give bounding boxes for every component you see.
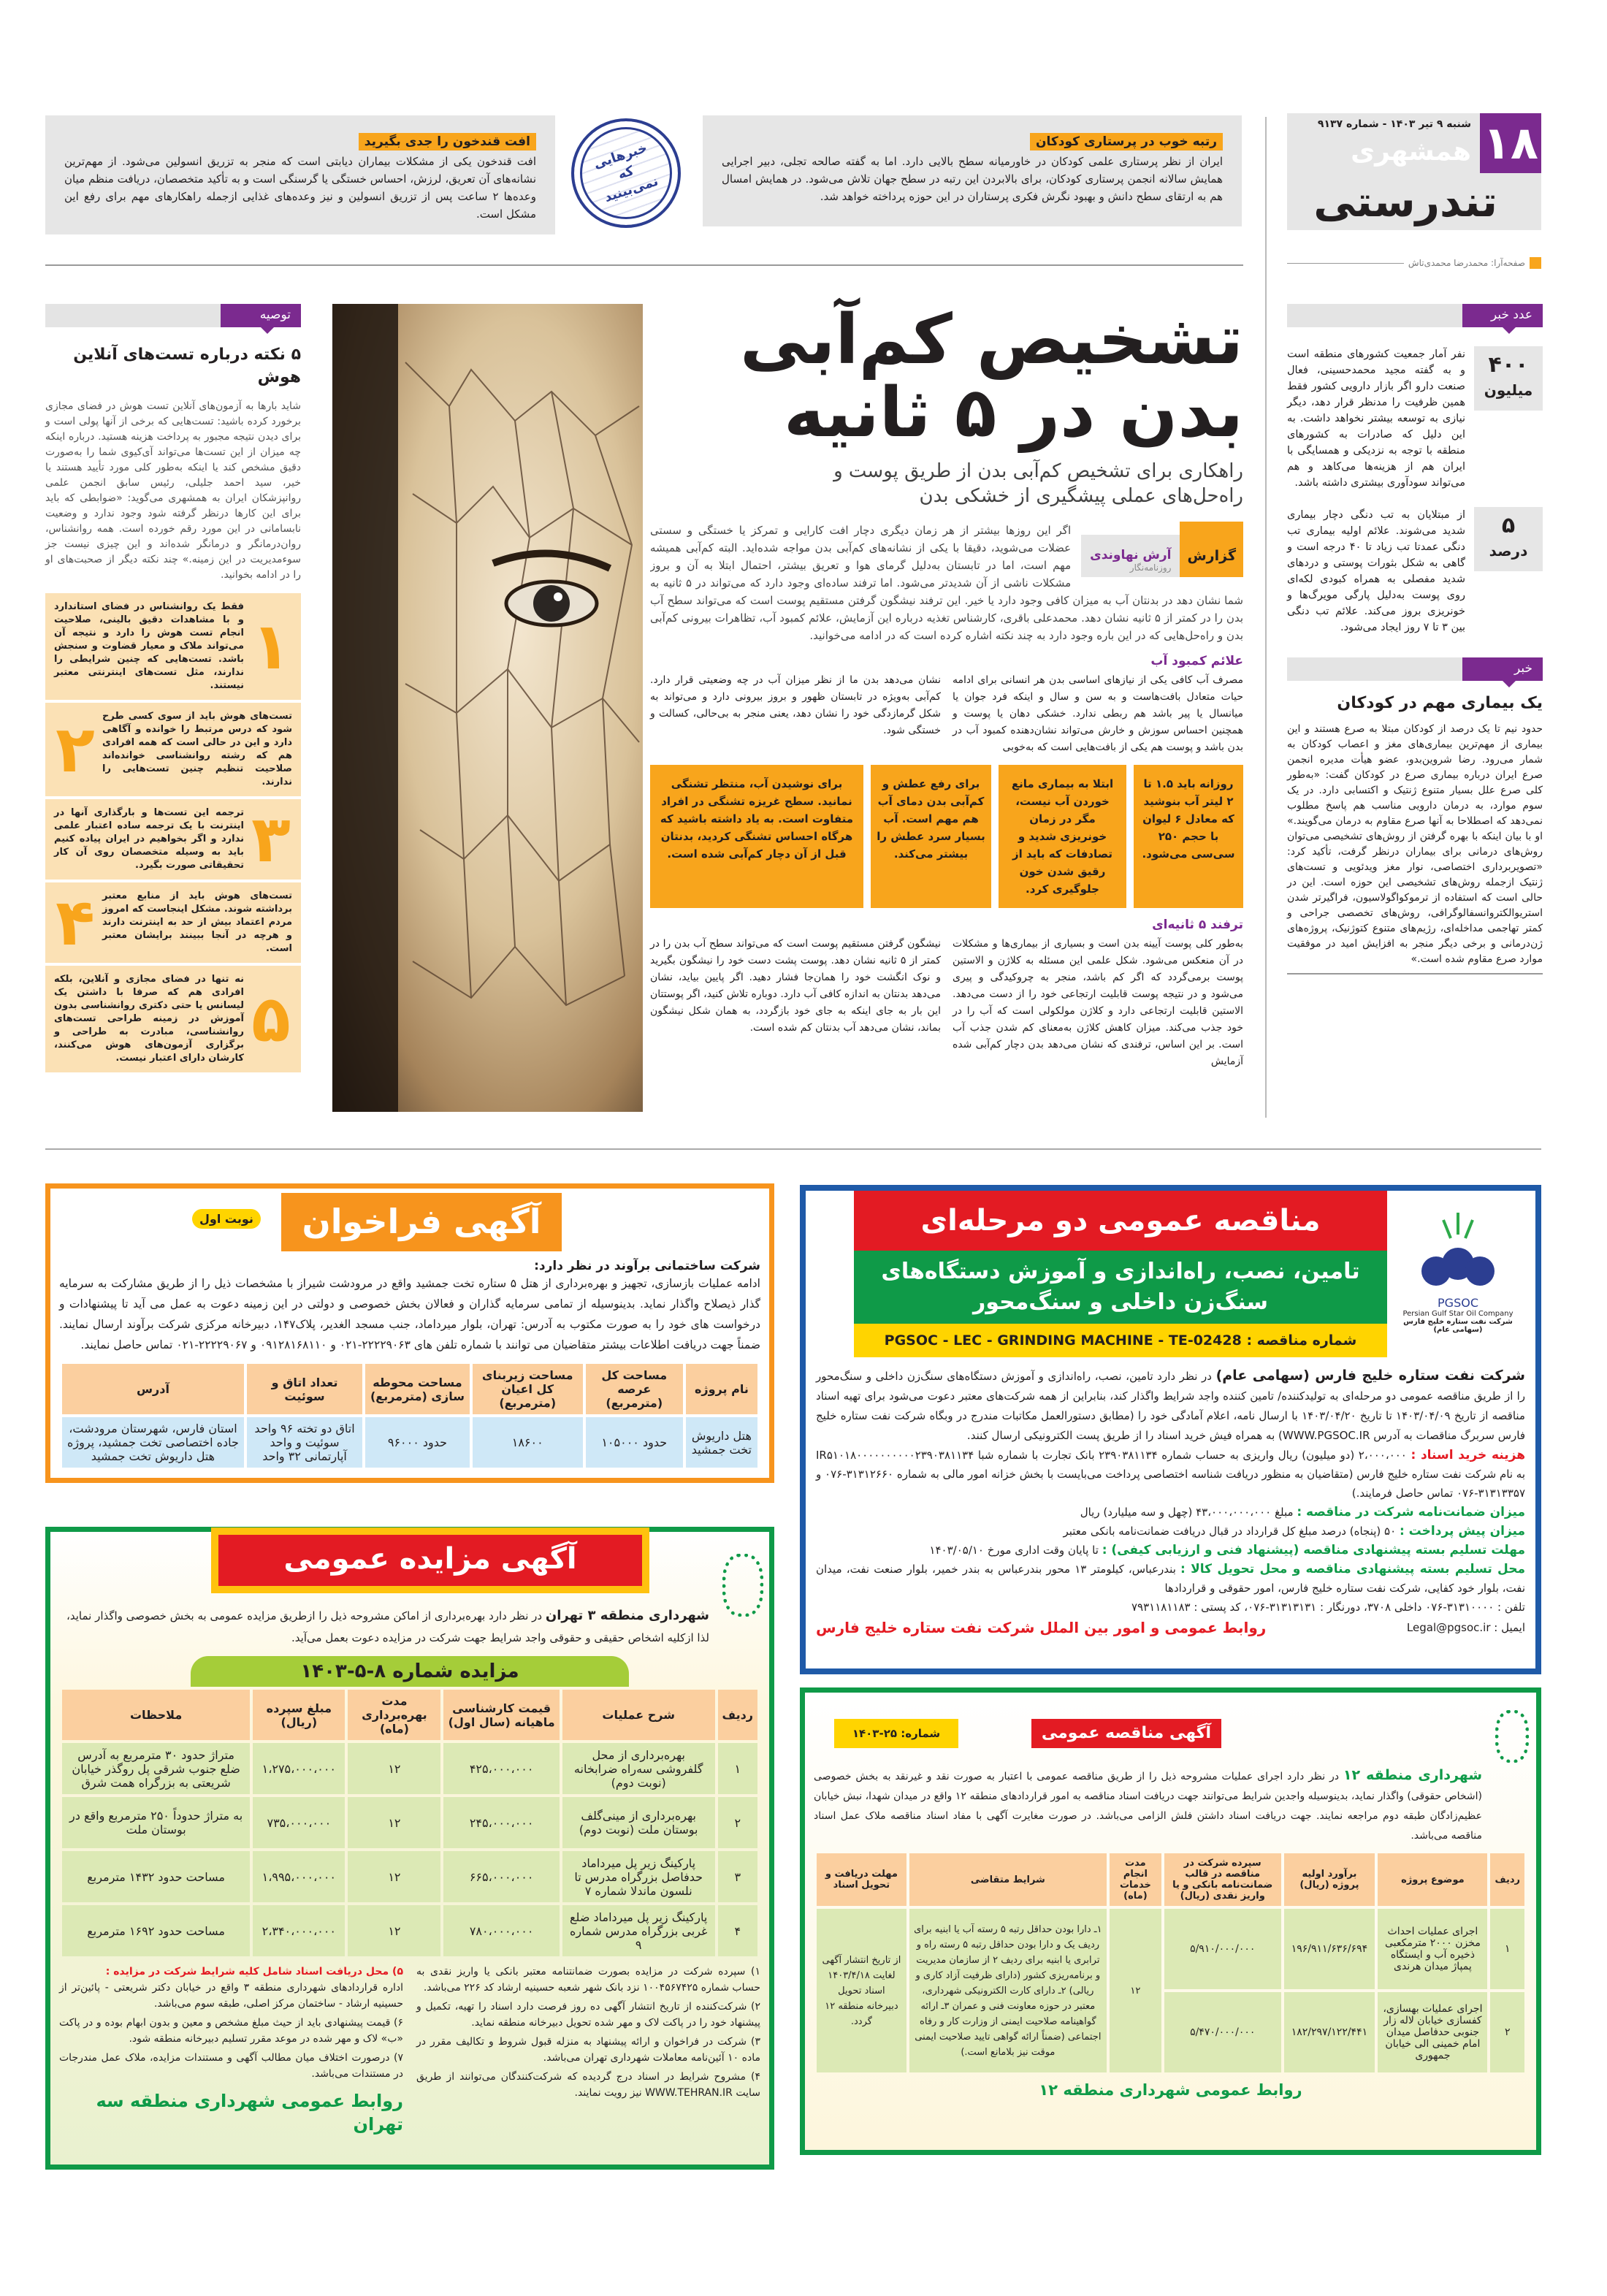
stat-item: [1287, 346, 1543, 491]
section-1: [650, 653, 1243, 756]
body: در نظر دارد تامین، نصب، راه‌اندازی و آموزش دستگاه‌های سنگ‌زن داخلی و سنگ‌محور را از طریق مناقصه عمومی دو مرحله‌ای به تولیدکننده/ تامین کننده واجد شرایط واگذار کند، بنابراین از همه شرکت‌های معتبر دعوت می‌شود برای تهیه اسناد مناقصه از تاریخ ۱۴۰۳/۰۴/۰۹ تا تاریخ ۱۴۰۳/۰۴/۲۰ با ارسال نامه، اعلام آمادگی خود را (مطابق دستورالعمل مکاتبات مندرج در وبگاه شرکت نفت ستاره خلیج فارس سربرگ مناقصات به آدرس WWW.PGSOC.IR) به همراه فیش خرید اسناد را از طریق پست الکترونیکی ارسال کنند.: [816, 1370, 1525, 1442]
table-cell: پارکینگ زیر پل میرداماد ضلع غربی بزرگراه مدرس شماره ۹: [562, 1905, 715, 1956]
tip-box: روزانه باید ۱.۵ تا ۲ لیتر آب بنوشید که معادل ۶ لیوان با حجم ۲۵۰ سی‌سی می‌شود.: [1134, 765, 1243, 908]
item-value: تا پایان وقت اداری مورخ ۱۴۰۳/۰۵/۱۰: [929, 1544, 1099, 1557]
table-cell: ۱۹۶/۹۱۱/۶۳۶/۶۹۴: [1284, 1909, 1375, 1989]
table-row: [62, 1797, 757, 1848]
table-cell: ۱۲: [348, 1851, 440, 1902]
table-cell: اجرای عملیات بهسازی، کفسازی خیابان لاله زار جنوبی حدفاصل میدان امام خمینی الی خیابان جمهوری: [1378, 1992, 1487, 2072]
ad-item: [816, 1503, 1525, 1522]
item-label: میزان پیش پرداخت :: [1399, 1524, 1525, 1538]
section-heading: علائم کمبود آب: [1150, 654, 1243, 668]
table-cell: ۳: [718, 1851, 757, 1902]
byline-box: [1081, 522, 1243, 577]
column-header: برآورد اولیه پروژه (ریال): [1284, 1853, 1375, 1906]
tip-point: [45, 882, 301, 963]
item-value: ۲،۰۰۰،۰۰۰ (دو میلیون) ریال واریزی به حساب شماره ۲۳۹۰۳۸۱۱۳۴ بانک تجارت با شماره شبا IR۵۱۰۱۸۰۰۰۰۰۰۰۰۰۰۲۳۹۰۳۸۱۱۳۴ به نام شرکت نفت ستاره خلیج فارس (متقاضیان به منظور دریافت شناسه اختصاصی پرداخت می‌بایست با بخش خزانه امور مالی به شماره ۳۱۳۱۲۶۶۰-۰۷۶ و ۳۱۳۱۳۳۵۷-۰۷۶ تماس حاصل فرمایند.): [816, 1449, 1525, 1500]
body-col: نشان می‌دهد بدن ما از نظر میزان آب در چه وضعیتی قرار دارد. کم‌آبی به‌ویژه در تابستان ظهور و بروز بیرونی دارد و می‌تواند به شکل گرمازدگی خود را نشان دهد، یعنی منجر به بی‌حالی، کسالت و خستگی شود.: [650, 674, 941, 736]
table-cell: اجرای عملیات احداث مخزن ۲۰۰۰ مترمکعبی ذخیره آب و ایستگاه پمپاژ میدان هرندی: [1378, 1909, 1487, 1989]
table-cell: پارکینگ زیر پل میرداماد حدفاصل بزرگراه مدرس تا نلسون ماندلا شماره ۷: [562, 1851, 715, 1902]
stat-figure: [1474, 507, 1543, 571]
table-cell: ۷۳۵،۰۰۰،۰۰۰: [253, 1797, 345, 1848]
column-header: شرح عملیات: [562, 1690, 715, 1740]
tips-points: [45, 593, 301, 1072]
table-cell: اتاق دو تخته ۹۶ واحد سوئیت و واحد آپارتمانی ۳۲ واحد: [247, 1417, 362, 1468]
ad-lead: شرکت ساختمانی برآوند در نظر دارد:: [534, 1259, 760, 1273]
table-cell: هتل داریوش تخت جمشید: [686, 1417, 757, 1468]
body-col: مصرف آب کافی یکی از نیازهای اساسی بدن هر انسانی برای ادامه حیات متعادل بافت‌هاست و به سن و سال و اینکه فرد جوان یا میانسال یا پیر باشد هم ربطی ندارد. خشکی دهان یا پوست و همچنین احساس سوزش و خارش می‌تواند نشان‌دهنده کمبود آب در بدن باشد و پوست هم یکی از بافت‌هایی است که به‌خوبی: [953, 674, 1243, 753]
news-title: یک بیماری مهم در کودکان: [1337, 694, 1543, 712]
ad-signature: روابط عمومی شهرداری منطقه ۱۲: [1039, 2081, 1302, 2099]
author-name: آرش نهاوندی: [1090, 548, 1172, 562]
news-body: حدود نیم تا یک درصد از کودکان مبتلا به صرع هستند و این بیماری از مهم‌ترین بیماری‌های مغز و اعصاب کودکان به شمار می‌رود. رضا شروین‌بدو، عضو هیأت مدیره انجمن صرع ایران درباره بیماری صرع در کودکان گفت: «به‌طور کلی صرع علل بسیار متنوع ژنتیک و اکتسابی دارد. در یک سوم موارد، به درمان دارویی مناسب هم پاسخ مطلوب نمی‌دهد که اصطلاحا به آنها صرع مقاوم به درمان می‌گویند.» او با بیان اینکه با بهره گرفتن از روش‌های تشخیصی می‌توان روش‌های درمانی برای بیماران درنظر گرفت، تأکید کرد: «تصویربرداری اختصاصی، نوار مغز ویدئویی و تست‌های ژنتیک ازجمله روش‌های تشخیصی این حوزه است. این در حالی است که استفاده از ترموکواگولاسیون، فراگیرتر شدن استریوالکتروانسفالوگرافی، روش‌های تخصصی جراحی و کمتر تهاجمی مداخله‌ای، رژیم‌های متنوع کتوژنیک، پروژه‌های ژن‌درمانی و برخی دیگر منجر به افزایش امید در موفقیت موارد صرع مقاوم شده است.»: [1287, 723, 1543, 965]
stat-value: ۴۰۰: [1488, 352, 1529, 378]
column-header: شرایط متقاضی: [909, 1853, 1107, 1906]
note: ۶) قیمت پیشنهادی باید از حیث مبلغ مشخص و معین و بدون ابهام بوده و در پاکت «ب» لاک و مهر شده در موعد مقرر تسلیم دبیرخانه منطقه شود.: [59, 2017, 403, 2045]
note: ۳) شرکت در فراخوان و ارائه پیشنهاد به منزله قبول شروط و تکالیف مقرر در ماده ۱۰ آئین‌نامه معاملات شهرداری تهران می‌باشد.: [416, 2036, 760, 2064]
stat-figure: [1474, 346, 1543, 411]
table-cell: ۲: [1490, 1992, 1524, 2072]
item-label: هزینه خرید اسناد :: [1411, 1448, 1525, 1462]
tender-number: شماره: ۲۵-۱۴۰۳: [834, 1719, 958, 1748]
divider: [45, 264, 1243, 266]
table-cell: ۲۴۵،۰۰۰،۰۰۰: [443, 1797, 559, 1848]
stat-unit: میلیون: [1484, 381, 1533, 399]
table-cell: ۱۲: [348, 1797, 440, 1848]
table-cell: به متراژ حدوداً ۲۵۰ مترمربع واقع در بوستان ملت: [62, 1797, 250, 1848]
tip-point: [45, 703, 301, 796]
ad-email: ایمیل : Legal@pgsoc.ir: [1406, 1621, 1525, 1634]
headline-line-1: تشخیص کم‌آبی: [739, 300, 1243, 380]
main-article: [650, 300, 1243, 1070]
note: ۴) مشروح شرایط در اسناد درج گردیده که شرکت‌کنندگان می‌توانند از طریق سایت WWW.TEHRAN.IR نیز رویت نمایند.: [416, 2071, 760, 2099]
column-header: مهلت دریافت و تحویل اسناد: [817, 1853, 906, 1906]
ad-body: [816, 1366, 1525, 1446]
section-title: تندرستی: [1313, 177, 1497, 226]
ads-left: [45, 1183, 774, 2170]
stat-unit: درصد: [1489, 542, 1528, 560]
table-cell: مساحت حدود ۱۴۳۲ مترمربع: [62, 1851, 250, 1902]
author-role: روزنامه‌نگار: [1129, 562, 1172, 573]
table-cell: متراژ حدود ۳۰ مترمربع به آدرس ضلع جنوب شرقی پل روگذر خیابان شریعتی به بزرگراه همت شرق: [62, 1743, 250, 1794]
table-row: [62, 1905, 757, 1956]
table-cell: ۲: [718, 1797, 757, 1848]
brief-text: ایران از نظر پرستاری علمی کودکان در خاورمیانه سطح بالایی دارد. اما به گفته صالحه تجلی، دبیر اجرایی همایش سالانه انجمن پرستاری کودکان، برای بالابردن این رتبه در سطح جهان تلاش می‌شود. در همایش امسال هم به ارتقای سطح دانش و بهبود نگرش فکری پرستاران در این حوزه پرداخته خواهد شد.: [722, 155, 1223, 203]
item-label: مهلت تسلیم بسته پیشنهادی مناقصه (پیشنهاد فنی و ارزیابی کیفی) :: [1102, 1543, 1525, 1557]
notes-right: [416, 1964, 760, 2136]
table-cell: ۶۶۵،۰۰۰،۰۰۰: [443, 1851, 559, 1902]
body-col: نیشگون گرفتن مستقیم پوست است که می‌تواند سطح آب بدن را در کمتر از ۵ ثانیه نشان دهد. پوست پشت دست خود را نیشگون بگیرید و نوک انگشت خود را همان‌جا فشار دهید. اگر پایین بیاید، نشان می‌دهد بدنتان به اندازه کافی آب دارد. دوباره تلاش کنید، اگر پوستتان این بار به جای اینکه به جای خود بازگردد، به همان شکل نیشگون بماند، نشان می‌دهد آب بدنتان کم شده است.: [650, 938, 941, 1034]
table-cell: ۱۸۶۰۰: [473, 1417, 583, 1468]
ad-mozayede: [45, 1527, 774, 2170]
table-cell: ۱،۲۷۵،۰۰۰،۰۰۰: [253, 1743, 345, 1794]
body-col: به‌طور کلی پوست آیینه بدن است و بسیاری از بیماری‌ها و مشکلات در آن منعکس می‌شود. شکل علمی این مسئله به کلاژن و الاستین پوست برمی‌گردد که اگر کم باشد، منجر به چروکیدگی و پیری می‌شود و در نتیجه پوست قابلیت ارتجاعی خود را از دست می‌دهد. الاستین قابلیت ارتجاعی دارد و کلاژن مولکولی است که آب را در خود جذب می‌کند. میزان کاهش کلاژن به‌معنای کم شدن جذب آب است. بر این اساس، ترفندی که نشان می‌دهد بدن دچار کم‌آبی شده آزمایش: [953, 938, 1243, 1067]
table-cell: بهره‌برداری از محل گلفروشی سه‌راه ضرابخانه (نوبت دوم): [562, 1743, 715, 1794]
stamp-text: خبرهایی که نمی‌بینید: [592, 140, 660, 206]
table-header-row: [62, 1690, 757, 1740]
column-header: موضوع پروژه: [1378, 1853, 1487, 1906]
ad-badge: نوبت اول: [192, 1209, 261, 1229]
table-cell: حدود ۱۰۵۰۰۰: [586, 1417, 683, 1468]
table-row: [62, 1743, 757, 1794]
pgsoc-logo: [1392, 1205, 1524, 1334]
table-cell: ۲،۳۴۰،۰۰۰،۰۰۰: [253, 1905, 345, 1956]
table-cell: ۴: [718, 1905, 757, 1956]
note: اداره قراردادهای شهرداری منطقه ۳ واقع در خیابان دکتر شریعتی - پائین‌تر از حسینیه ارشاد - ساختمان مرکز اصلی، طبقه سوم می‌باشد.: [59, 1982, 403, 2010]
column-header: نام پروژه: [686, 1364, 757, 1414]
point-number: ۵: [251, 981, 291, 1056]
lead: شرکت نفت ستاره خلیج فارس (سهامی عام): [1215, 1368, 1525, 1384]
tender-value: PGSOC - LEC - GRINDING MACHINE - TE-02428: [884, 1332, 1242, 1349]
stamp-seal: [571, 118, 681, 228]
table-cell: ۱،۹۹۵،۰۰۰،۰۰۰: [253, 1851, 345, 1902]
numbers-column: [1287, 304, 1543, 975]
point-text: فقط یک روانشناس در فضای استاندارد و با مشاهدات دقیق بالینی، صلاحیت انجام تست هوش را دارد و نتیجه آن می‌تواند ملاک و معیار قضاوت و سنجش باشد. تست‌هایی که چنین شرایطی را ندارند، مثل تست‌های اینترنتی معتبر نیستند.: [54, 601, 244, 691]
table-cell-duration: ۱۲: [1110, 1909, 1161, 2072]
table-cell: ۱: [1490, 1909, 1524, 1989]
tip-box: برای رفع عطش و کم‌آبی بدن دمای آب هم مهم است. آب بسیار سرد عطش را بیشتر می‌کند.: [871, 765, 991, 908]
ad-intro: [814, 1766, 1482, 1846]
ad-title: آگهی مزایده عمومی: [218, 1535, 642, 1586]
table-cell: ۱۸۲/۲۹۷/۱۲۲/۴۴۱: [1284, 1992, 1375, 2072]
intro-text: در نظر دارد بهره‌برداری از اماکن مشروحه ذیل را ازطریق مزایده عمومی به بخش خصوصی واگذار نماید، لذا ازکلیه اشخاص حقیقی و حقوقی واجد شرایط جهت شرکت در مزایده دعوت بعمل می‌آید.: [66, 1609, 709, 1644]
tip-point: [45, 966, 301, 1072]
tips-title: ۵ نکته درباره تست‌های آنلاین هوش: [73, 346, 301, 386]
ad-table: [59, 1361, 760, 1471]
ads-divider: [45, 1148, 1541, 1150]
layout-credit: [1287, 257, 1541, 269]
column-header: مدت انجام خدمات (ماه): [1110, 1853, 1161, 1906]
tip-box: برای نوشیدن آب، منتظر تشنگی نمانید. سطح غریزه تشنگی در افراد متفاوت است. به یاد داشته باشید که هرگاه احساس تشنگی کردید، بدنتان قبل از آن دچار کم‌آبی شده است.: [650, 765, 863, 908]
point-text: نه تنها در فضای مجازی و آنلاین، بلکه افرادی هم که صرفا با داشتن یک لیسانس یا حتی دکتری روانشناسی بدون آموزش در زمینه طراحی تست‌های روانشناسی، مبادرت به طراحی و برگزاری آزمون‌های هوش می‌کنند، کارشان دارای اعتبار نیست.: [54, 974, 244, 1064]
point-number: ۴: [56, 885, 95, 960]
tender-number: [854, 1324, 1387, 1357]
table-cell: استان فارس، شهرستان مرودشت، جاده اختصاصی تخت جمشید، پروژه هتل داریوش تخت جمشید: [62, 1417, 244, 1468]
ad-intro: [59, 1605, 709, 1649]
intro-text: اگر این روزها بیشتر از هر زمان دیگری دچار افت کارایی و تمرکز یا خستگی و سستی عضلات می‌شوید، دقیقا با یکی از نشانه‌های کم‌آبی بدن مواجه شده‌اید. البته کم‌آبی همیشه مهم است، اما در تابستان به‌دلیل گرمای هوا و تعریق بیشتر، احتمال ابتلا به آن و بروز مشکلات ناشی از آن شدیدتر می‌شود. اما ترفند ساده‌ای وجود دارد که می‌تواند در ۵ ثانیه به شما نشان دهد در بدنتان آب به میزان کافی وجود دارد یا خیر. این ترفند نیشگون گرفتن مستقیم پوست است که می‌تواند سطح آب بدن را در کمتر از ۵ ثانیه نشان دهد. محمدعلی باقری، کارشناس تغذیه درباره این آزمایش، علائم کمبود آب، تظاهرات بیرونی کم‌آبی بدن و راه‌حل‌هایی که در این باره وجود دارد به چند نکته اشاره کرده است که در ادامه می‌خوانید.: [650, 524, 1243, 642]
ad-item: [816, 1446, 1525, 1503]
point-number: ۲: [56, 712, 95, 787]
tag-label: خبر: [1462, 657, 1543, 681]
point-number: ۳: [251, 801, 291, 877]
ad-subtitle: تامین، نصب، راه‌اندازی و آموزش دستگاه‌های سنگ‌زن داخلی و سنگ‌محور: [854, 1251, 1387, 1324]
layout-credit-text: صفحه‌آرا: محمدرضا محمدی‌تاش: [1408, 258, 1525, 268]
point-text: تست‌های هوش باید از منابع معتبر برداشته شوند. مشکل اینجاست که امروز مردم اعتماد بیش از حد به اینترنت دارند و هرچه در آنجا ببینند برایشان معتبر است.: [102, 890, 292, 954]
column-header: مدت بهره‌برداری (ماه): [348, 1690, 440, 1740]
column-header: قیمت کارشناسی ماهیانه (سال اول): [443, 1690, 559, 1740]
section-2: [650, 917, 1243, 1070]
tag-label: عدد خبر: [1462, 304, 1543, 327]
tip-point: [45, 593, 301, 700]
brief-text: افت قندخون یکی از مشکلات بیماران دیابتی است که منجر به تزریق انسولین می‌شود. از مهم‌ترین نشانه‌های آن تعریق، لرزش، احساس خستگی یا گرسنگی است و به تأکید متخصصان، دریافت منظم میان وعده‌ها ۲ ساعت پس از تزریق انسولین و نیز وعده‌های غذایی ازجمله راهکارهای مهم برای رفع این مشکل است.: [64, 155, 536, 221]
kicker-label: گزارش: [1180, 522, 1243, 577]
auction-table: [59, 1687, 760, 1959]
ad-item: [816, 1522, 1525, 1541]
ad-title: آگهی فراخوان: [281, 1193, 562, 1251]
column-rule: [1265, 117, 1267, 1118]
intro-text: در نظر دارد اجرای عملیات مشروحه ذیل را از طریق مناقصه عمومی با اعتبار به صورت نقد و غیرنقد به بخش خصوصی (اشخاص حقوقی) واگذار نماید، بدینوسیله واجدین شرایط می‌توانند جهت دریافت اسناد مناقصه به امور قراردادهای منطقه ۱۲ واقع در میدان شهدا، نبش خیابان عظیم‌زادگان طبقه دوم مراجعه نمایند. جهت دریافت اسناد داشتن فلش الزامی می‌باشد. در صورت مغایرت آگهی با مفاد اسناد مناقصه ملاک عمل اسناد مناقصه می‌باشد.: [814, 1771, 1483, 1842]
item-value: ۵۰ (پنجاه) درصد مبلغ کل قرارداد در قبال دریافت ضمانت‌نامه بانکی معتبر: [1063, 1525, 1397, 1538]
column-header: سپرده شرکت در مناقصه در قالب ضمانت‌نامه بانکی و یا واریز نقدی (ریال): [1164, 1853, 1281, 1906]
pgsoc-logo-icon: [1414, 1205, 1502, 1293]
stat-text: نفر آمار جمعیت کشورهای منطقه است و به گفته مجید محمدحسینی، فعال صنعت دارو اگر بازار دارویی کشور فقط همین ظرفیت را مدنظر قرار دهد، دیگر نیازی به توسعه بیشتر نخواهد داشت. به این دلیل که صادرات به کشورهای منطقه با توجه به نزدیکی و همسایگی با ایران هم از هزینه‌ها می‌کاهد و هم می‌تواند سودآوری بیشتری داشته باشد.: [1287, 348, 1465, 489]
stat-text: از مبتلایان به تب دنگی دچار بیماری شدید می‌شوند. علائم اولیه بیماری تب دنگی عمدتا تب زیاد تا ۴۰ درجه است و گاهی به شکل بثورات پوستی و دردهای شدید مفصلی به همراه کبودی لکه‌ای روی پوست به‌دلیل پارگی مویرگ‌ها و خونریزی بروز می‌کند. علائم تب دنگی بین ۳ تا ۷ روز ایجاد می‌شود.: [1287, 509, 1465, 633]
stat-item: [1287, 507, 1543, 636]
tender-table: [814, 1850, 1527, 2075]
column-header: آدرس: [62, 1364, 244, 1414]
table-cell: ۵/۴۷۰/۰۰۰/۰۰۰: [1164, 1992, 1281, 2072]
ad-item: [816, 1560, 1525, 1598]
note: ۷) درصورت اختلاف میان مطالب آگهی و مستندات مزایده، ملاک عمل مندرجات در مستندات می‌باشد.: [59, 2052, 403, 2080]
ad-title: آگهی مناقصه عمومی: [1031, 1719, 1221, 1748]
table-cell: ۵/۹۱۰/۰۰۰/۰۰۰: [1164, 1909, 1281, 1989]
table-cell-deadline: از تاریخ انتشار آگهی لغایت ۱۴۰۳/۴/۱۸ اسناد تحویل دبیرخانه منطقه ۱۲ گردد.: [817, 1909, 906, 2072]
table-row: [62, 1851, 757, 1902]
brief-left: [45, 115, 555, 234]
auction-number: مزایده شماره ۸-۵-۱۴۰۳: [191, 1656, 629, 1687]
section-tag: [1287, 657, 1543, 681]
brief-title: افت قندخون را جدی بگیرید: [359, 133, 536, 150]
note: ۱) سپرده شرکت در مزایده بصورت ضمانتنامه معتبر بانکی یا واریز نقدی به حساب شماره ۱۰۰۴۵۶۷۴۲۵ نزد بانک شهر شعبه حسینیه ارشاد کد ۲۲۶ می‌باشد.: [416, 1966, 760, 1994]
crack-pattern: [332, 304, 643, 1112]
org-name: شهرداری منطقه ۱۲: [1343, 1767, 1483, 1783]
table-cell: ۱۲: [348, 1905, 440, 1956]
notes-left: [59, 1964, 403, 2136]
ad-signature: روابط عمومی شهرداری منطقه سه تهران: [96, 2091, 403, 2135]
item-label: محل تسلیم بسته پیشنهادی مناقصه و محل تحویل کالا :: [1180, 1562, 1525, 1576]
point-number: ۱: [251, 609, 291, 684]
tips-column: [45, 304, 301, 1072]
ad-signature: روابط عمومی و امور بین الملل شرکت نفت ستاره خلیج فارس: [816, 1619, 1267, 1636]
page-header: [1287, 113, 1541, 230]
column-header: مبلغ سپرده (ریال): [253, 1690, 345, 1740]
item-value: مبلغ ۴۳،۰۰۰،۰۰۰،۰۰۰ (چهل و سه میلیارد) ریال: [1080, 1506, 1294, 1519]
tag-label: توصیه: [221, 304, 301, 327]
issue-date: شنبه ۹ تیر ۱۴۰۳ - شماره ۹۱۳۷: [1317, 118, 1471, 130]
ad-pgsoc: [800, 1185, 1541, 1674]
note-title: ۵) محل دریافت اسناد شامل کلیه شرایط شرکت در مزایده :: [105, 1966, 403, 1977]
table-row: [817, 1909, 1524, 1989]
cracked-face-photo: [332, 304, 643, 1112]
section-heading: ترفند ۵ ثانیه‌ای: [1152, 918, 1243, 932]
note: ۲) شرکت‌کننده از تاریخ انتشار آگهی ده روز فرصت دارد اسناد را تهیه، تکمیل و پیشنهاد خود را در پاکت لاک و مهر شده تحویل دبیرخانه منطقه نماید.: [416, 2001, 760, 2029]
news-item: [1287, 657, 1543, 975]
point-text: ترجمه این تست‌ها و بارگذاری آنها در اینترنت با یک ترجمه ساده اعتبار علمی ندارد و اگر بخواهیم در ایران پیاده کنیم باید به وسیله متخصصان روی آن کار تحقیقاتی صورت بگیرد.: [54, 807, 244, 871]
tender-banner: [854, 1191, 1387, 1357]
brief-right: [703, 115, 1242, 226]
table-cell: ۴۲۵،۰۰۰،۰۰۰: [443, 1743, 559, 1794]
table-cell-conditions: ۱ـ دارا بودن حداقل رتبه ۵ رسته آب یا ابنیه برای ردیف یک و دارا بودن حداقل رتبه ۵ رسته راه و ترابری یا ابنیه برای ردیف ۲ از سازمان مدیریت و برنامه‌ریزی کشور (دارای ظرفیت آزاد کاری و ریالی) ۲ـ دارای کارت الکترونیکی شهرداری، معتبر در حوزه معاونت فنی و عمران ۳ـ ارائه گواهینامه صلاحیت ایمنی از وزارت کار و رفاه اجتماعی (ضمناً ارائه گواهی تایید صلاحیت ایمنی موقت نیز بلامانع است.): [909, 1909, 1107, 2072]
column-header: تعداد اتاق و سوئیت: [247, 1364, 362, 1414]
column-header: ملاحظات: [62, 1690, 250, 1740]
column-header: مساحت زیربنای کل اعیان (مترمربع): [473, 1364, 583, 1414]
ad-monaqese: [800, 1687, 1541, 2155]
table-cell: ۱: [718, 1743, 757, 1794]
ad-farakhan: [45, 1183, 774, 1483]
column-header: مساحت محوطه سازی (مترمربع): [365, 1364, 470, 1414]
headline-line-2: بدن در ۵ ثانیه: [783, 373, 1243, 453]
table-header-row: [817, 1853, 1524, 1906]
table-cell: ۷۸۰،۰۰۰،۰۰۰: [443, 1905, 559, 1956]
municipality-logo-icon: [722, 1554, 763, 1617]
tip-point: [45, 799, 301, 880]
org-name: شهرداری منطقه ۳ تهران: [545, 1608, 709, 1623]
ad-phone: تلفن : ۳۱۳۱۰۰۰۰-۰۷۶ داخلی ۳۷۰۸، دورنگار : ۳۱۳۱۳۱۳۱-۰۷۶، کد پستی : ۷۹۳۱۱۸۱۱۸۳: [1131, 1601, 1525, 1614]
column-header: ردیف: [1490, 1853, 1524, 1906]
ad-item: [816, 1541, 1525, 1560]
table-cell: ۱۲: [348, 1743, 440, 1794]
table-cell: بهره‌برداری از مینی‌گلف بوستان ملت (نوبت دوم): [562, 1797, 715, 1848]
page-number: ۱۸: [1480, 113, 1541, 173]
tips-boxes: [650, 765, 1243, 908]
ads-right: [800, 1185, 1541, 2155]
brief-title: رتبه خوب در پرستاری کودکان: [1030, 133, 1223, 150]
column-header: مساحت کل عرصه (مترمربع): [586, 1364, 683, 1414]
logo-en: Persian Gulf Star Oil Company: [1402, 1310, 1514, 1318]
subheadline: راهکاری برای تشخیص کم‌آبی بدن از طریق پوست و راه‌حل‌های عملی پیشگیری از خشکی بدن: [833, 460, 1243, 507]
tender-label: شماره مناقصه :: [1246, 1332, 1357, 1349]
column-header: ردیف: [718, 1690, 757, 1740]
section-tag: [45, 304, 301, 327]
municipality-logo-icon: [1495, 1710, 1529, 1763]
stat-value: ۵: [1501, 513, 1516, 538]
logo-fa: شرکت نفت ستاره خلیج فارس (سهامی عام): [1403, 1318, 1513, 1334]
ad-body: ادامه عملیات بازسازی، تجهیز و بهره‌برداری از هتل ۵ ستاره تخت جمشید واقع در مرودشت شیراز با مشخصات ذیل را از طریق مشارکت به سرمایه گذار ذیصلاح واگذار نماید. بدینوسیله از تمامی سرمایه گذاران و فعالان بخش خصوصی و دولتی در این زمینه دعوت به عمل می آید تا پیشنهادات و درخواست های خود را به صورت مکتوب به آدرس: تهران، بلوار میرداماد، جنب مسجد الغدیر، پلاک۱۴۷، دبیرخانه مرکزی شرکت برآوند ارسال نمایند. ضمناً جهت دریافت اطلاعات بیشتر متقاضیان می توانند با شماره تلفن های ۲۲۲۲۹۰۶۳-۰۲۱ و ۰۹۱۲۸۱۶۸۱۱۰ و ۲۲۲۲۹۰۶۷-۰۲۱ تماس حاصل نمایند.: [59, 1277, 761, 1351]
item-value: بندرعباس، کیلومتر ۱۳ محور بندرعباس به بندر خمیر، بلوار صنعت نفت، میدان نفت، بلوار خود کفایی، شرکت نفت ستاره خلیج فارس، امور حقوقی و قراردادها: [816, 1563, 1525, 1595]
ad-items: [816, 1446, 1525, 1598]
ad-title: مناقصه عمومی دو مرحله‌ای: [854, 1191, 1387, 1251]
logo-abbr: PGSOC: [1438, 1296, 1478, 1310]
table-cell: مساحت حدود ۱۶۹۲ مترمربع: [62, 1905, 250, 1956]
point-text: تست‌های هوش باید از سوی کسی طرح شود که درس مرتبط را خوانده و آگاهی دارد و این در حالی است که همه افرادی هم که رشته روانشناسی خوانده‌اند صلاحیت تنظیم چنین تست‌هایی را ندارند.: [102, 711, 292, 787]
table-cell: حدود ۹۶۰۰۰: [365, 1417, 470, 1468]
item-label: میزان ضمانت‌نامه شرکت در مناقصه :: [1297, 1505, 1525, 1519]
tips-intro: شاید بارها به آزمون‌های آنلاین تست هوش در فضای مجازی برخورد کرده باشید: تست‌هایی که برخی از آنها پولی است و برای دیدن نتیجه مجبور به پرداخت هزینه هستید. درباره اینکه چه میزان از این تست‌ها می‌تواند آی‌کیوی شما را به‌صورت دقیق مشخص کند یا اینکه به‌طور کلی مورد تأیید هستند یا خیر، سید احمد جلیلی، رئیس سابق انجمن علمی روانپزشکان ایران به همشهری می‌گوید: «ضوابطی که باید برای این کارها درنظر گرفته شود وجود ندارد و وضعیت نابسامانی در این مورد رقم خورده است. همه روانشناس، روان‌درمانگر و درمانگر شده‌اند و این چیزی نیست جز سوءمدیریت در این زمینه.» چند نکته دیگر از صحبت‌های او را در ادامه بخوانید.: [45, 400, 301, 581]
section-tag: [1287, 304, 1543, 327]
newspaper-logo: همشهری: [1351, 137, 1471, 167]
tip-box: ابتلا به بیماری مانع خوردن آب نیست، مگر در زمان خونریزی شدید و تصادفات که باید از رقیق شدن خون جلوگیری کرد.: [999, 765, 1126, 908]
bullet-icon: [1530, 257, 1541, 269]
